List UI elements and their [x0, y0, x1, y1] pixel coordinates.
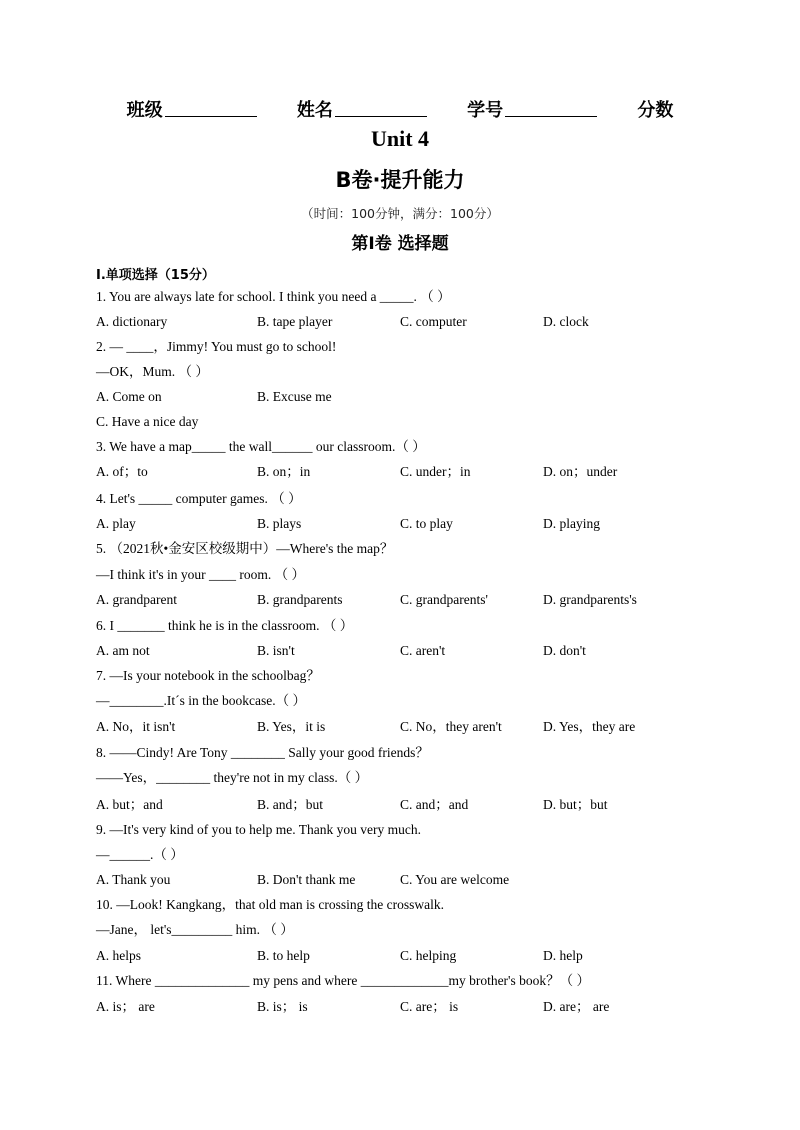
question-1-option[interactable]: C. computer: [400, 314, 467, 329]
question-3-option[interactable]: A. of；to: [96, 464, 148, 479]
question-4-option[interactable]: D. playing: [543, 516, 600, 531]
question-5-option[interactable]: A. grandparent: [96, 592, 177, 607]
question-1-option[interactable]: B. tape player: [257, 314, 333, 329]
question-4-option[interactable]: C. to play: [400, 516, 453, 531]
question-4-stem-line: 4. Let's _____ computer games. （ ）: [96, 491, 302, 506]
question-3-option[interactable]: B. on；in: [257, 464, 311, 479]
section-title: I.单项选择（15分）: [96, 268, 215, 283]
question-4-option[interactable]: A. play: [96, 516, 136, 531]
score-field: 分数: [637, 100, 674, 121]
question-7-option[interactable]: B. Yes，it is: [257, 719, 326, 734]
question-8-option[interactable]: A. but；and: [96, 797, 163, 812]
question-11-option[interactable]: B. is； is: [257, 999, 308, 1014]
name-field[interactable]: 姓名: [297, 96, 427, 122]
question-6-option[interactable]: B. isn't: [257, 643, 295, 658]
question-3-option[interactable]: D. on；under: [543, 464, 618, 479]
question-1-option[interactable]: A. dictionary: [96, 314, 168, 329]
question-10-option[interactable]: D. help: [543, 948, 583, 963]
question-10-option[interactable]: B. to help: [257, 948, 310, 963]
question-5-option[interactable]: D. grandparents's: [543, 592, 637, 607]
question-9-stem-line: 9. —It's very kind of you to help me. Thank you very much.: [96, 822, 422, 837]
student-id-blank[interactable]: [505, 100, 597, 117]
question-10-option[interactable]: C. helping: [400, 948, 457, 963]
question-5-stem-line: —I think it's in your ____ room. （ ）: [96, 567, 306, 582]
question-7-option[interactable]: C. No，they aren't: [400, 719, 502, 734]
question-8-stem-line: 8. ——Cindy! Are Tony ________ Sally your good friends？: [96, 745, 429, 760]
question-2-stem-line: 2. — ____，Jimmy! You must go to school!: [96, 339, 337, 354]
question-3-option[interactable]: C. under；in: [400, 464, 471, 479]
question-9-option[interactable]: B. Don't thank me: [257, 872, 356, 887]
question-5-stem-line: 5. （2021秋•金安区校级期中）—Where's the map？: [96, 541, 394, 556]
question-7-stem-line: 7. —Is your notebook in the schoolbag？: [96, 668, 320, 683]
question-10-stem-line: 10. —Look! Kangkang，that old man is crossing the crosswalk.: [96, 897, 444, 912]
page-title: Unit 4: [370, 126, 430, 151]
page-subtitle: B卷·提升能力: [335, 168, 465, 192]
question-8-option[interactable]: C. and；and: [400, 797, 469, 812]
question-2-stem-line: —OK，Mum. （ ）: [96, 364, 209, 379]
question-6-stem-line: 6. I _______ think he is in the classroom. （ ）: [96, 618, 354, 633]
question-5-option[interactable]: B. grandparents: [257, 592, 343, 607]
question-1-option[interactable]: D. clock: [543, 314, 589, 329]
question-9-stem-line: —______.（ ）: [96, 847, 184, 862]
question-8-stem-line: ——Yes，________ they're not in my class.（ ）: [96, 770, 369, 785]
question-9-option[interactable]: A. Thank you: [96, 872, 171, 887]
class-field[interactable]: 班级: [127, 96, 257, 122]
question-11-stem-line: 11. Where ______________ my pens and where _____________my brother's book？（ ）: [96, 973, 590, 988]
student-id-field[interactable]: 学号: [467, 96, 597, 122]
question-9-option[interactable]: C. You are welcome: [400, 872, 510, 887]
question-11-option[interactable]: A. is； are: [96, 999, 155, 1014]
question-2-option[interactable]: C. Have a nice day: [96, 414, 199, 429]
question-8-option[interactable]: D. but；but: [543, 797, 608, 812]
question-3-stem-line: 3. We have a map_____ the wall______ our classroom.（ ）: [96, 439, 426, 454]
question-4-option[interactable]: B. plays: [257, 516, 302, 531]
question-10-option[interactable]: A. helps: [96, 948, 141, 963]
question-2-option[interactable]: A. Come on: [96, 389, 162, 404]
student-info-header: [0, 96, 800, 122]
part-title: 第Ⅰ卷 选择题: [351, 234, 449, 254]
question-6-option[interactable]: D. don't: [543, 643, 586, 658]
question-6-option[interactable]: C. aren't: [400, 643, 446, 658]
question-11-option[interactable]: D. are； are: [543, 999, 610, 1014]
time-note: （时间：100分钟，满分：100分）: [301, 206, 499, 221]
question-6-option[interactable]: A. am not: [96, 643, 150, 658]
question-7-option[interactable]: D. Yes，they are: [543, 719, 636, 734]
question-11-option[interactable]: C. are； is: [400, 999, 459, 1014]
question-7-option[interactable]: A. No，it isn't: [96, 719, 176, 734]
question-7-stem-line: —________.It´s in the bookcase.（ ）: [96, 693, 306, 708]
question-5-option[interactable]: C. grandparents': [400, 592, 488, 607]
question-10-stem-line: —Jane， let's_________ him. （ ）: [96, 922, 294, 937]
name-blank[interactable]: [335, 100, 427, 117]
question-1-stem-line: 1. You are always late for school. I think you need a _____. （ ）: [96, 289, 451, 304]
question-2-option[interactable]: B. Excuse me: [257, 389, 332, 404]
class-blank[interactable]: [165, 100, 257, 117]
question-8-option[interactable]: B. and；but: [257, 797, 323, 812]
